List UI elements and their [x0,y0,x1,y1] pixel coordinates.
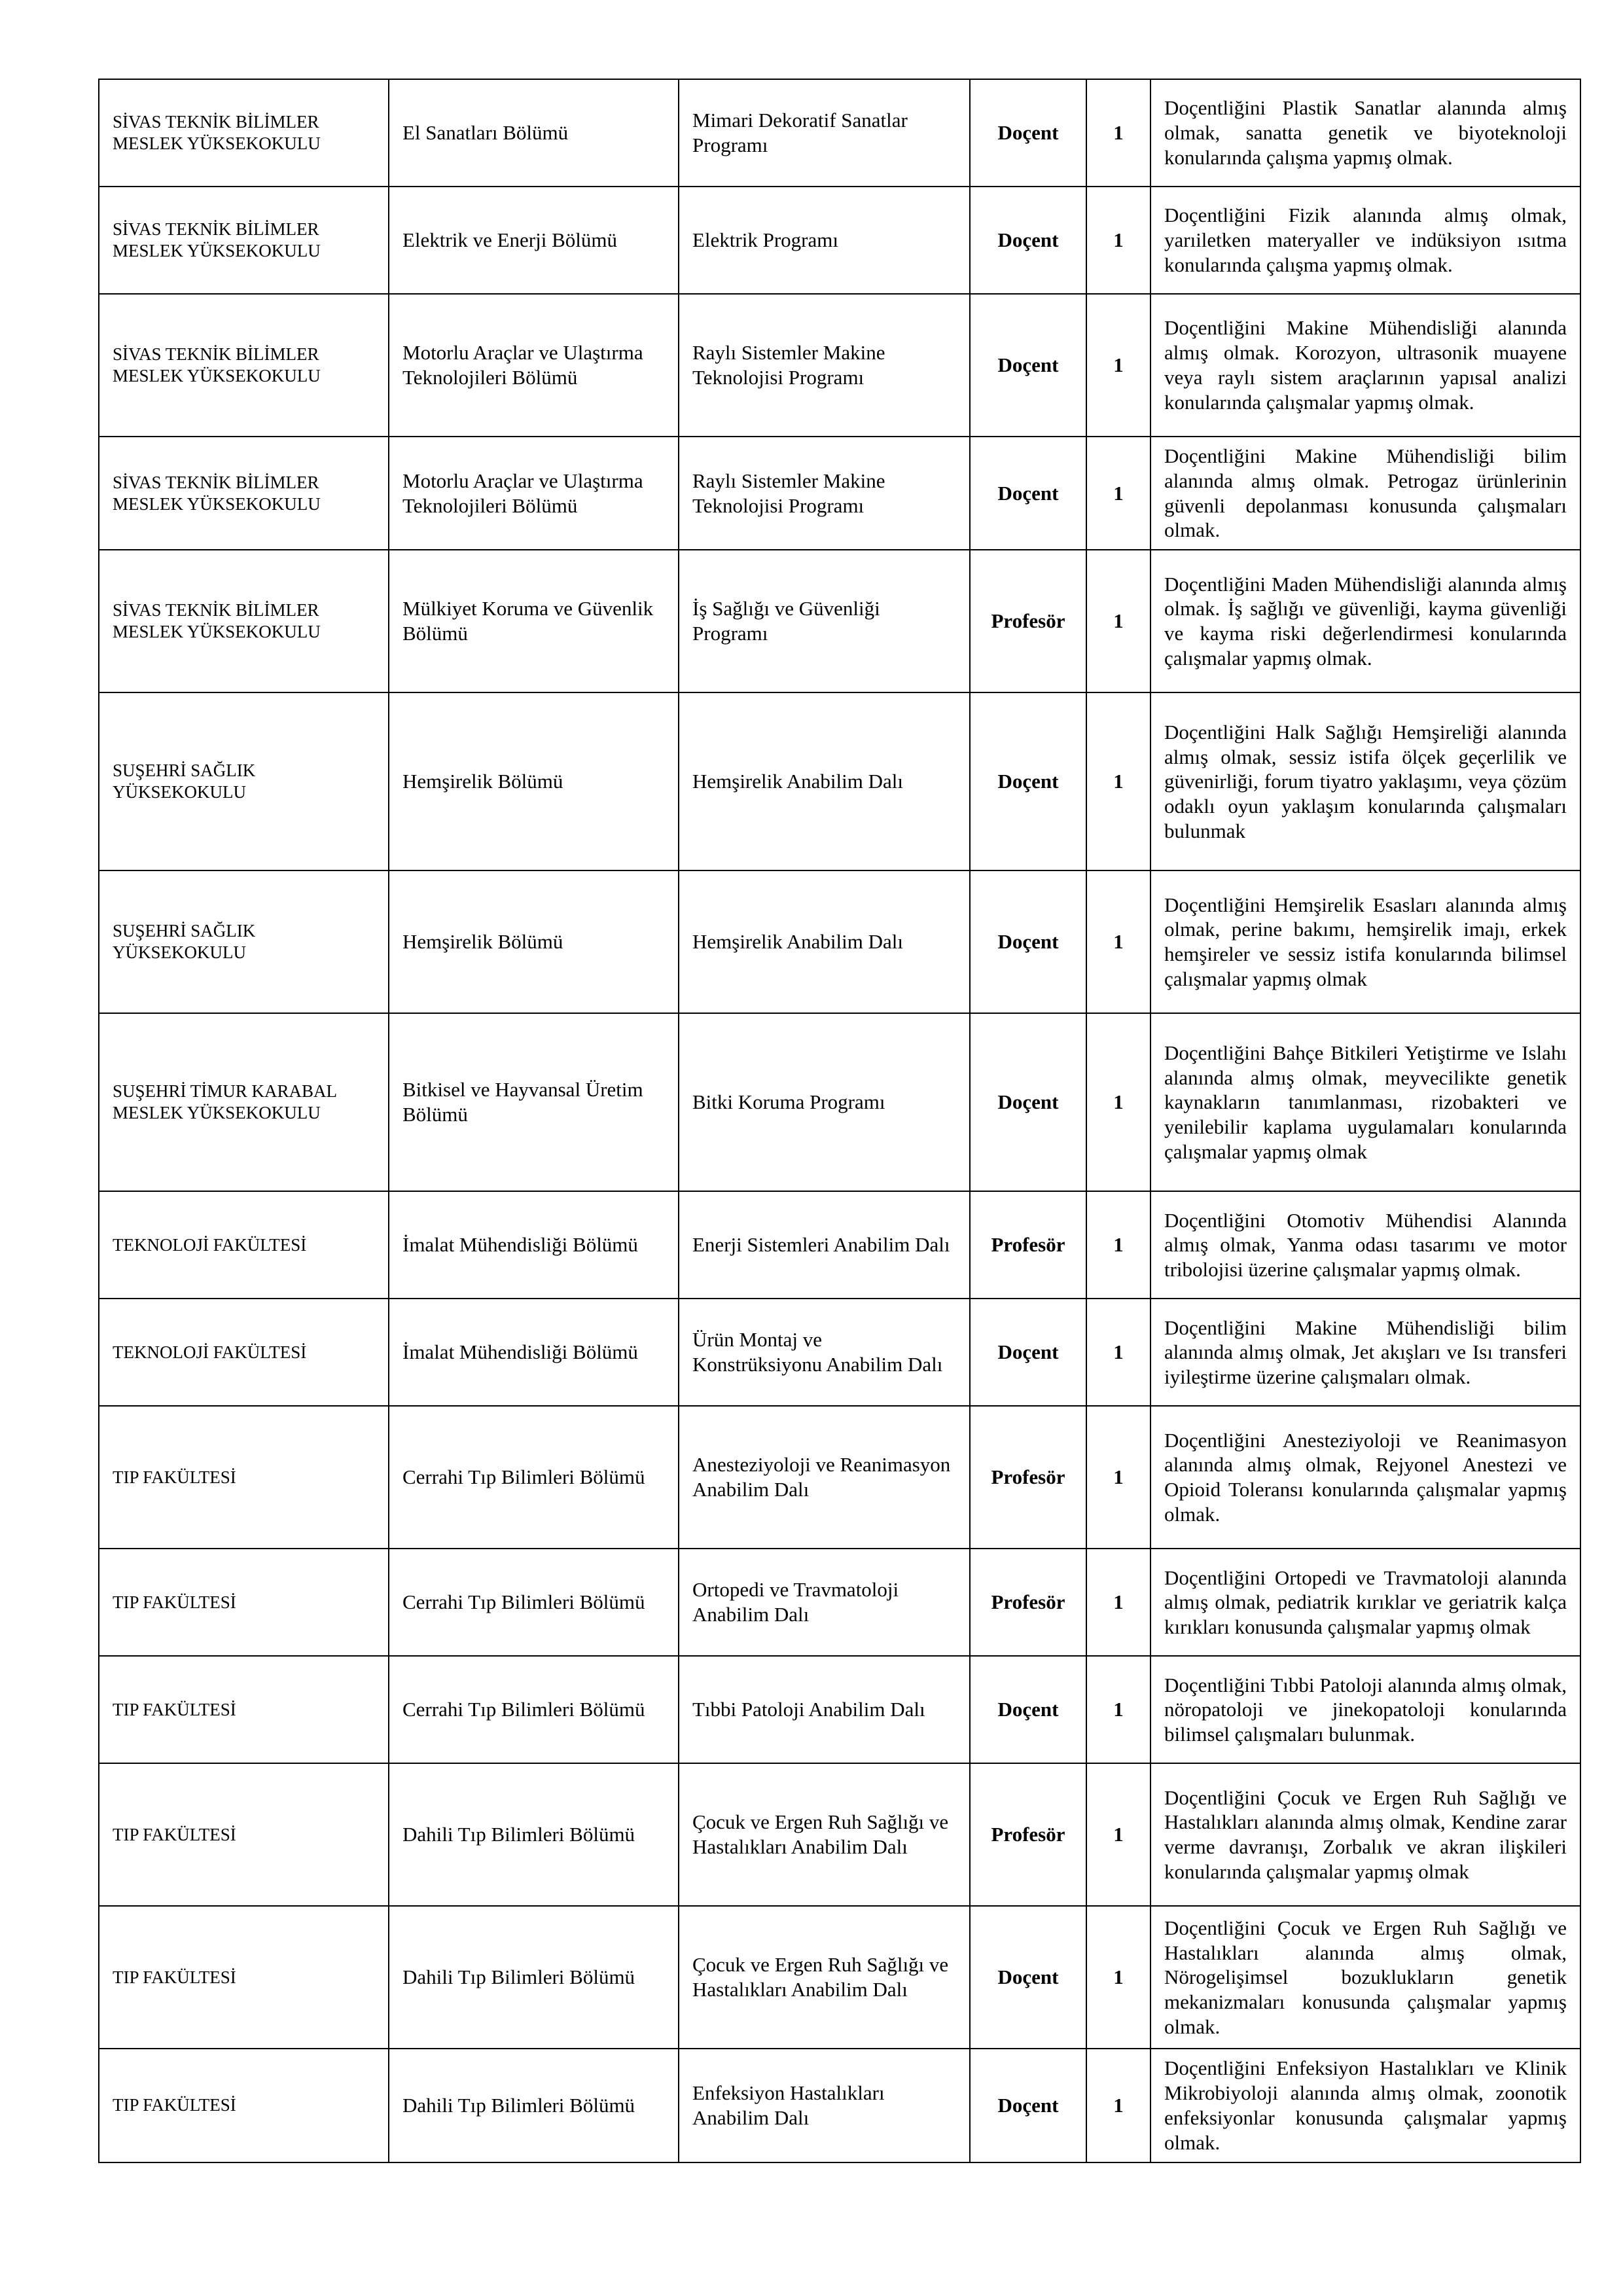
count-cell-text: 1 [1113,1698,1124,1721]
department-cell [389,1906,679,2049]
count-cell-text: 1 [1113,1965,1124,1989]
unit-cell-text: SİVAS TEKNİK BİLİMLER MESLEK YÜKSEKOKULU [113,600,321,642]
staff-position-table [98,79,1581,2163]
department-cell [389,692,679,870]
table-row [99,1299,1580,1406]
title-cell-text: Doçent [997,353,1059,377]
count-cell-text: 1 [1113,2093,1124,2117]
title-cell [970,187,1086,294]
department-cell [389,870,679,1013]
title-cell [970,692,1086,870]
unit-cell [99,550,389,692]
title-cell [970,1406,1086,1549]
count-cell [1086,1906,1150,2049]
requirement-cell-text: Doçentliğini Fizik alanında almış olmak, yarıiletken materyaller ve indüksiyon ısıtma konularında çalışma yapmış olmak. [1164,204,1567,276]
requirement-cell [1150,187,1580,294]
count-cell-text: 1 [1113,481,1124,505]
table-row [99,550,1580,692]
unit-cell [99,294,389,437]
table-row [99,870,1580,1013]
department-cell-text: Hemşirelik Bölümü [402,770,563,793]
program-cell [679,550,970,692]
count-cell [1086,1549,1150,1656]
department-cell-text: Motorlu Araçlar ve Ulaştırma Teknolojileri Bölümü [402,469,643,517]
requirement-cell-text: Doçentliğini Bahçe Bitkileri Yetiştirme ve Islahı alanında almış olmak, meyvecilikte genetik kaynakların tanımlanması, rizobakteri ve yenilebilir kaplama uygulamaları konularında çalışmalar yapmış olmak [1164,1041,1567,1163]
department-cell [389,1406,679,1549]
unit-cell [99,1013,389,1191]
table-row [99,1906,1580,2049]
unit-cell-text: TIP FAKÜLTESİ [113,1699,236,1719]
requirement-cell-text: Doçentliğini Anesteziyoloji ve Reanimasyon alanında almış olmak, Rejyonel Anestezi ve Opioid Toleransı konularında çalışmalar yapmış olmak. [1164,1428,1567,1526]
title-cell-text: Doçent [997,228,1059,252]
title-cell-text: Doçent [997,1090,1059,1114]
count-cell-text: 1 [1113,1340,1124,1364]
requirement-cell [1150,294,1580,437]
program-cell [679,294,970,437]
department-cell-text: İmalat Mühendisliği Bölümü [402,1233,638,1257]
count-cell [1086,870,1150,1013]
program-cell [679,1406,970,1549]
program-cell-text: Bitki Koruma Programı [692,1090,885,1114]
count-cell-text: 1 [1113,1090,1124,1114]
requirement-cell [1150,870,1580,1013]
requirement-cell [1150,1406,1580,1549]
requirement-cell-text: Doçentliğini Halk Sağlığı Hemşireliği alanında almış olmak, sessiz istifa ölçek geçerlilik ve güvenirliği, forum tiyatro yaklaşımı, veya çözüm odaklı oyun yaklaşım konularında çalışmaları bulunmak [1164,720,1567,842]
department-cell [389,1299,679,1406]
requirement-cell-text: Doçentliğini Enfeksiyon Hastalıkları ve Klinik Mikrobiyoloji alanında almış olmak, zoonotik enfeksiyonlar konusunda çalışmalar yapmış olmak. [1164,2056,1567,2154]
table-row [99,692,1580,870]
title-cell-text: Doçent [997,1965,1059,1989]
department-cell-text: Mülkiyet Koruma ve Güvenlik Bölümü [402,597,654,645]
program-cell [679,2049,970,2162]
department-cell-text: Dahili Tıp Bilimleri Bölümü [402,1965,635,1989]
program-cell [679,79,970,187]
program-cell-text: İş Sağlığı ve Güvenliği Programı [692,597,880,645]
department-cell-text: Cerrahi Tıp Bilimleri Bölümü [402,1590,645,1614]
count-cell [1086,437,1150,550]
count-cell-text: 1 [1113,228,1124,252]
department-cell-text: İmalat Mühendisliği Bölümü [402,1340,638,1364]
requirement-cell-text: Doçentliğini Çocuk ve Ergen Ruh Sağlığı ve Hastalıkları alanında almış olmak, Kendine zarar verme davranışı, Zorbalık ve akran ilişkileri konularında çalışmalar yapmış olmak [1164,1785,1567,1884]
department-cell-text: Cerrahi Tıp Bilimleri Bölümü [402,1465,645,1489]
count-cell-text: 1 [1113,930,1124,954]
staff-position-table-page [98,79,1580,2163]
program-cell-text: Raylı Sistemler Makine Teknolojisi Programı [692,341,885,389]
program-cell-text: Çocuk ve Ergen Ruh Sağlığı ve Hastalıkları Anabilim Dalı [692,1810,949,1859]
title-cell [970,870,1086,1013]
title-cell [970,1763,1086,1906]
unit-cell [99,187,389,294]
count-cell-text: 1 [1113,609,1124,633]
department-cell-text: Dahili Tıp Bilimleri Bölümü [402,2093,635,2117]
unit-cell-text: TIP FAKÜLTESİ [113,1467,236,1487]
program-cell [679,1763,970,1906]
count-cell [1086,1299,1150,1406]
requirement-cell [1150,692,1580,870]
table-row [99,79,1580,187]
title-cell-text: Doçent [997,770,1059,793]
count-cell [1086,79,1150,187]
program-cell [679,870,970,1013]
unit-cell-text: SUŞEHRİ SAĞLIK YÜKSEKOKULU [113,761,256,802]
table-row [99,1013,1580,1191]
requirement-cell-text: Doçentliğini Ortopedi ve Travmatoloji alanında almış olmak, pediatrik kırıklar ve geriatrik kalça kırıkları konusunda çalışmalar yapmış olmak [1164,1566,1567,1639]
program-cell [679,1299,970,1406]
department-cell-text: El Sanatları Bölümü [402,121,569,145]
requirement-cell [1150,1299,1580,1406]
unit-cell [99,1549,389,1656]
department-cell-text: Bitkisel ve Hayvansal Üretim Bölümü [402,1078,643,1126]
title-cell [970,437,1086,550]
department-cell [389,1656,679,1763]
requirement-cell-text: Doçentliğini Çocuk ve Ergen Ruh Sağlığı ve Hastalıkları alanında almış olmak, Nörogelişimsel bozuklukların genetik mekanizmaları konusunda çalışmalar yapmış olmak. [1164,1916,1567,2038]
title-cell [970,1299,1086,1406]
program-cell [679,1906,970,2049]
program-cell-text: Elektrik Programı [692,228,838,252]
program-cell-text: Ortopedi ve Travmatoloji Anabilim Dalı [692,1578,899,1626]
requirement-cell-text: Doçentliğini Maden Mühendisliği alanında almış olmak. İş sağlığı ve güvenliği, kayma güvenliği ve kayma riski değerlendirmesi konularında çalışmalar yapmış olmak. [1164,572,1567,670]
department-cell [389,550,679,692]
requirement-cell [1150,437,1580,550]
count-cell [1086,1656,1150,1763]
department-cell [389,1549,679,1656]
unit-cell-text: TEKNOLOJİ FAKÜLTESİ [113,1342,307,1362]
title-cell-text: Profesör [991,1590,1065,1614]
unit-cell [99,2049,389,2162]
department-cell-text: Cerrahi Tıp Bilimleri Bölümü [402,1698,645,1721]
unit-cell-text: TIP FAKÜLTESİ [113,2095,236,2115]
unit-cell [99,1191,389,1299]
count-cell-text: 1 [1113,353,1124,377]
table-row [99,1406,1580,1549]
title-cell [970,2049,1086,2162]
program-cell-text: Enerji Sistemleri Anabilim Dalı [692,1233,950,1257]
program-cell [679,692,970,870]
requirement-cell-text: Doçentliğini Otomotiv Mühendisi Alanında almış olmak, Yanma odası tasarımı ve motor tribolojisi üzerine çalışmalar yapmış olmak. [1164,1208,1567,1282]
table-body [99,79,1580,2162]
unit-cell [99,1763,389,1906]
program-cell-text: Ürün Montaj ve Konstrüksiyonu Anabilim Dalı [692,1328,943,1376]
count-cell [1086,1191,1150,1299]
unit-cell [99,1656,389,1763]
requirement-cell-text: Doçentliğini Plastik Sanatlar alanında almış olmak, sanatta genetik ve biyoteknoloji konularında çalışma yapmış olmak. [1164,96,1567,169]
table-row [99,1763,1580,1906]
count-cell [1086,1013,1150,1191]
unit-cell [99,1906,389,2049]
table-row [99,187,1580,294]
count-cell-text: 1 [1113,121,1124,145]
department-cell-text: Hemşirelik Bölümü [402,930,563,954]
program-cell [679,1656,970,1763]
unit-cell [99,1299,389,1406]
count-cell [1086,187,1150,294]
table-row [99,1549,1580,1656]
unit-cell-text: SİVAS TEKNİK BİLİMLER MESLEK YÜKSEKOKULU [113,344,321,386]
requirement-cell [1150,1906,1580,2049]
requirement-cell [1150,79,1580,187]
requirement-cell-text: Doçentliğini Makine Mühendisliği bilim alanında almış olmak, Jet akışları ve Isı transferi iyileştirme üzerine çalışmaları olmak. [1164,1316,1567,1389]
title-cell-text: Doçent [997,930,1059,954]
department-cell [389,1763,679,1906]
title-cell [970,1656,1086,1763]
table-row [99,294,1580,437]
requirement-cell-text: Doçentliğini Makine Mühendisliği bilim alanında almış olmak. Petrogaz ürünlerinin güvenli depolanması konusunda çalışmaları olmak. [1164,444,1567,542]
table-row [99,1656,1580,1763]
unit-cell-text: SİVAS TEKNİK BİLİMLER MESLEK YÜKSEKOKULU [113,219,321,260]
count-cell [1086,2049,1150,2162]
department-cell [389,187,679,294]
title-cell [970,1191,1086,1299]
title-cell-text: Profesör [991,1233,1065,1257]
unit-cell [99,437,389,550]
unit-cell-text: SUŞEHRİ SAĞLIK YÜKSEKOKULU [113,921,256,963]
unit-cell-text: SİVAS TEKNİK BİLİMLER MESLEK YÜKSEKOKULU [113,472,321,514]
department-cell-text: Dahili Tıp Bilimleri Bölümü [402,1823,635,1846]
table-row [99,2049,1580,2162]
department-cell [389,1013,679,1191]
count-cell [1086,692,1150,870]
title-cell-text: Profesör [991,1823,1065,1846]
unit-cell [99,870,389,1013]
title-cell [970,550,1086,692]
program-cell [679,437,970,550]
department-cell [389,294,679,437]
program-cell-text: Mimari Dekoratif Sanatlar Programı [692,109,908,156]
department-cell-text: Motorlu Araçlar ve Ulaştırma Teknolojileri Bölümü [402,341,643,389]
unit-cell-text: TIP FAKÜLTESİ [113,1824,236,1844]
requirement-cell [1150,1763,1580,1906]
unit-cell-text: SUŞEHRİ TİMUR KARABAL MESLEK YÜKSEKOKULU [113,1081,337,1123]
department-cell [389,79,679,187]
unit-cell-text: TIP FAKÜLTESİ [113,1592,236,1612]
program-cell-text: Raylı Sistemler Makine Teknolojisi Programı [692,469,885,517]
title-cell [970,1906,1086,2049]
title-cell [970,1549,1086,1656]
title-cell-text: Doçent [997,121,1059,145]
unit-cell [99,692,389,870]
program-cell [679,1013,970,1191]
program-cell [679,1549,970,1656]
department-cell [389,2049,679,2162]
count-cell [1086,1763,1150,1906]
unit-cell-text: TIP FAKÜLTESİ [113,1967,236,1987]
department-cell [389,437,679,550]
table-row [99,1191,1580,1299]
program-cell-text: Enfeksiyon Hastalıkları Anabilim Dalı [692,2081,885,2129]
department-cell [389,1191,679,1299]
count-cell [1086,550,1150,692]
title-cell [970,79,1086,187]
requirement-cell [1150,1191,1580,1299]
requirement-cell [1150,2049,1580,2162]
title-cell-text: Doçent [997,1698,1059,1721]
program-cell [679,1191,970,1299]
title-cell [970,294,1086,437]
title-cell [970,1013,1086,1191]
department-cell-text: Elektrik ve Enerji Bölümü [402,228,618,252]
requirement-cell [1150,1013,1580,1191]
program-cell-text: Hemşirelik Anabilim Dalı [692,770,904,793]
requirement-cell-text: Doçentliğini Makine Mühendisliği alanında almış olmak. Korozyon, ultrasonik muayene veya raylı sistem araçlarının yapısal analizi konularında çalışmalar yapmış olmak. [1164,316,1567,414]
requirement-cell [1150,1656,1580,1763]
requirement-cell [1150,550,1580,692]
unit-cell-text: SİVAS TEKNİK BİLİMLER MESLEK YÜKSEKOKULU [113,112,321,153]
requirement-cell-text: Doçentliğini Hemşirelik Esasları alanında almış olmak, perine bakımı, hemşirelik imajı, erkek hemşireler ve sessiz istifa konularında bilimsel çalışmalar yapmış olmak [1164,893,1567,991]
count-cell [1086,1406,1150,1549]
title-cell-text: Profesör [991,1465,1065,1489]
title-cell-text: Doçent [997,2093,1059,2117]
unit-cell [99,79,389,187]
count-cell-text: 1 [1113,1465,1124,1489]
title-cell-text: Doçent [997,481,1059,505]
count-cell-text: 1 [1113,1823,1124,1846]
unit-cell [99,1406,389,1549]
count-cell-text: 1 [1113,770,1124,793]
count-cell-text: 1 [1113,1233,1124,1257]
requirement-cell [1150,1549,1580,1656]
count-cell [1086,294,1150,437]
title-cell-text: Profesör [991,609,1065,633]
table-row [99,437,1580,550]
program-cell-text: Hemşirelik Anabilim Dalı [692,930,904,954]
program-cell-text: Anesteziyoloji ve Reanimasyon Anabilim Dalı [692,1453,951,1501]
count-cell-text: 1 [1113,1590,1124,1614]
program-cell [679,187,970,294]
program-cell-text: Tıbbi Patoloji Anabilim Dalı [692,1698,925,1721]
program-cell-text: Çocuk ve Ergen Ruh Sağlığı ve Hastalıkları Anabilim Dalı [692,1953,949,2001]
unit-cell-text: TEKNOLOJİ FAKÜLTESİ [113,1234,307,1255]
requirement-cell-text: Doçentliğini Tıbbi Patoloji alanında almış olmak, nöropatoloji ve jinekopatoloji konularında bilimsel çalışmaları bulunmak. [1164,1673,1567,1746]
title-cell-text: Doçent [997,1340,1059,1364]
